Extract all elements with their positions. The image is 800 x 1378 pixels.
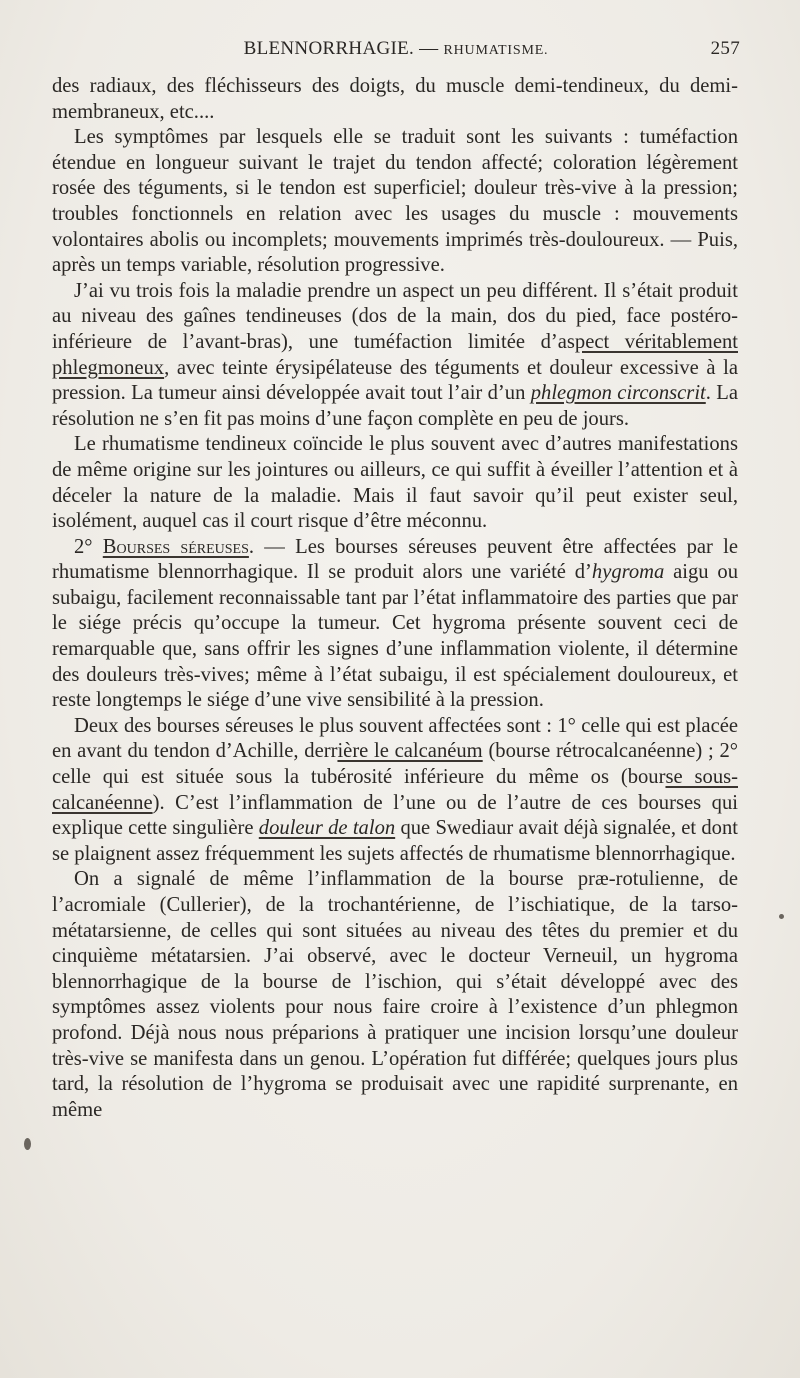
running-title <box>52 38 740 60</box>
text-run: . La résolution ne s’en fit pas moins d’une façon complète en peu de jours. <box>52 382 738 430</box>
paragraph <box>52 432 738 534</box>
margin-ink-mark <box>24 1138 31 1150</box>
body-text <box>52 74 738 1123</box>
paragraph <box>52 867 738 1123</box>
text-run: , avec teinte érysipélateuse des téguments et douleur excessive à la pression. La tumeur ainsi développée avait tout l’air d’un <box>52 356 738 405</box>
text-run: ). C’est l’inflammation de l’une ou de l’autre de ces bourses qui explique cette singulière <box>52 791 738 840</box>
underlined-text: se sous-calcanéenne <box>52 766 738 814</box>
running-title-sub: RHUMATISME. <box>443 43 549 58</box>
text-run: des radiaux, des fléchisseurs des doigts, du muscle demi-tendineux, du demi-membraneux, etc.... <box>52 75 738 123</box>
text-run: 2° <box>74 535 103 558</box>
paragraph <box>52 279 738 433</box>
text-run: Deux des bourses séreuses le plus souvent affectées sont : 1° celle qui est placée en avant du tendon d’Achille, derr <box>52 714 738 763</box>
text-run: aigu ou subaigu, facilement reconnaissable tant par l’état inflammatoire des parties que par le siége précis qu’occupe la tumeur. Cet hygroma présente souvent ceci de remarquable que, sans offrir les signes d’une inflammation violente, il détermine des douleurs très-vives; même à l’état subaigu, il est spécialement douloureux, et reste longtemps le siége d’une vive sensibilité à la pression. <box>52 561 738 712</box>
running-title-main: BLENNORRHAGIE. <box>243 38 415 59</box>
text-run: Les symptômes par lesquels elle se traduit sont les suivants : tuméfaction étendue en longueur suivant le trajet du tendon affecté; coloration légèrement rosée des téguments, si le tendon est superficiel; douleur très-vive à la pression; troubles fonctionnels en relation avec les usages du muscle : mouvements volontaires abolis ou incomplets; mouvements imprimés très-douloureux. — Puis, après un temps variable, résolution progressive. <box>52 126 738 277</box>
section-heading: Bourses séreuses <box>102 535 249 558</box>
margin-dot <box>779 914 784 919</box>
paragraph <box>52 714 738 868</box>
paragraph <box>52 535 738 714</box>
text-run: . — Les bourses séreuses peuvent être affectées par le rhumatisme blennorrhagique. Il se produit alors une variété d’ <box>52 535 739 584</box>
italic-text: hygroma <box>591 561 665 584</box>
underlined-text: pect véritablement phlegmoneux <box>52 330 738 379</box>
underlined-italic-text: phlegmon circonscrit <box>530 382 706 405</box>
running-header <box>52 38 740 66</box>
page-number: 257 <box>710 38 740 59</box>
underlined-italic-text: douleur de talon <box>258 817 396 840</box>
text-run: (bourse rétrocalcanéenne) ; 2° celle qui est située sous la tubérosité inférieure du même os (bour <box>52 740 739 789</box>
paragraph <box>52 74 738 125</box>
paragraph <box>52 125 738 279</box>
running-title-separator: — <box>414 38 444 59</box>
text-run: Le rhumatisme tendineux coïncide le plus souvent avec d’autres manifestations de même origine sur les jointures ou ailleurs, ce qui suffit à éveiller l’attention et à déceler la nature de la maladie. Mais il faut savoir qu’il peut exister seul, isolément, auquel cas il court risque d’être méconnu. <box>52 433 738 533</box>
text-run: que Swediaur avait déjà signalée, et dont se plaignent assez fréquemment les sujets affectés de rhumatisme blennorrhagique. <box>52 817 738 865</box>
underlined-text: ière le calcanéum <box>337 740 483 763</box>
text-run: On a signalé de même l’inflammation de la bourse præ-rotulienne, de l’acromiale (Cullerier), de la trochantérienne, de l’ischiatique, de la tarso-métatarsienne, de celles qui sont situées au niveau des têtes du premier et du cinquième métatarsien. J’ai observé, avec le docteur Verneuil, un hygroma blennorrhagique de la bourse de l’ischion, qui s’était développé avec des symptômes assez violents pour nous faire croire à l’existence d’un phlegmon profond. Déjà nous nous préparions à pratiquer une incision lorsqu’une douleur très-vive se manifesta dans un genou. L’opération fut différée; quelques jours plus tard, la résolution de l’hygroma se produisait avec une rapidité surprenante, en même <box>52 868 738 1121</box>
text-run: J’ai vu trois fois la maladie prendre un aspect un peu différent. Il s’était produit au niveau des gaînes tendineuses (dos de la main, dos du pied, face postéro-inférieure de l’avant-bras), une tuméfaction limitée d’as <box>52 279 738 353</box>
